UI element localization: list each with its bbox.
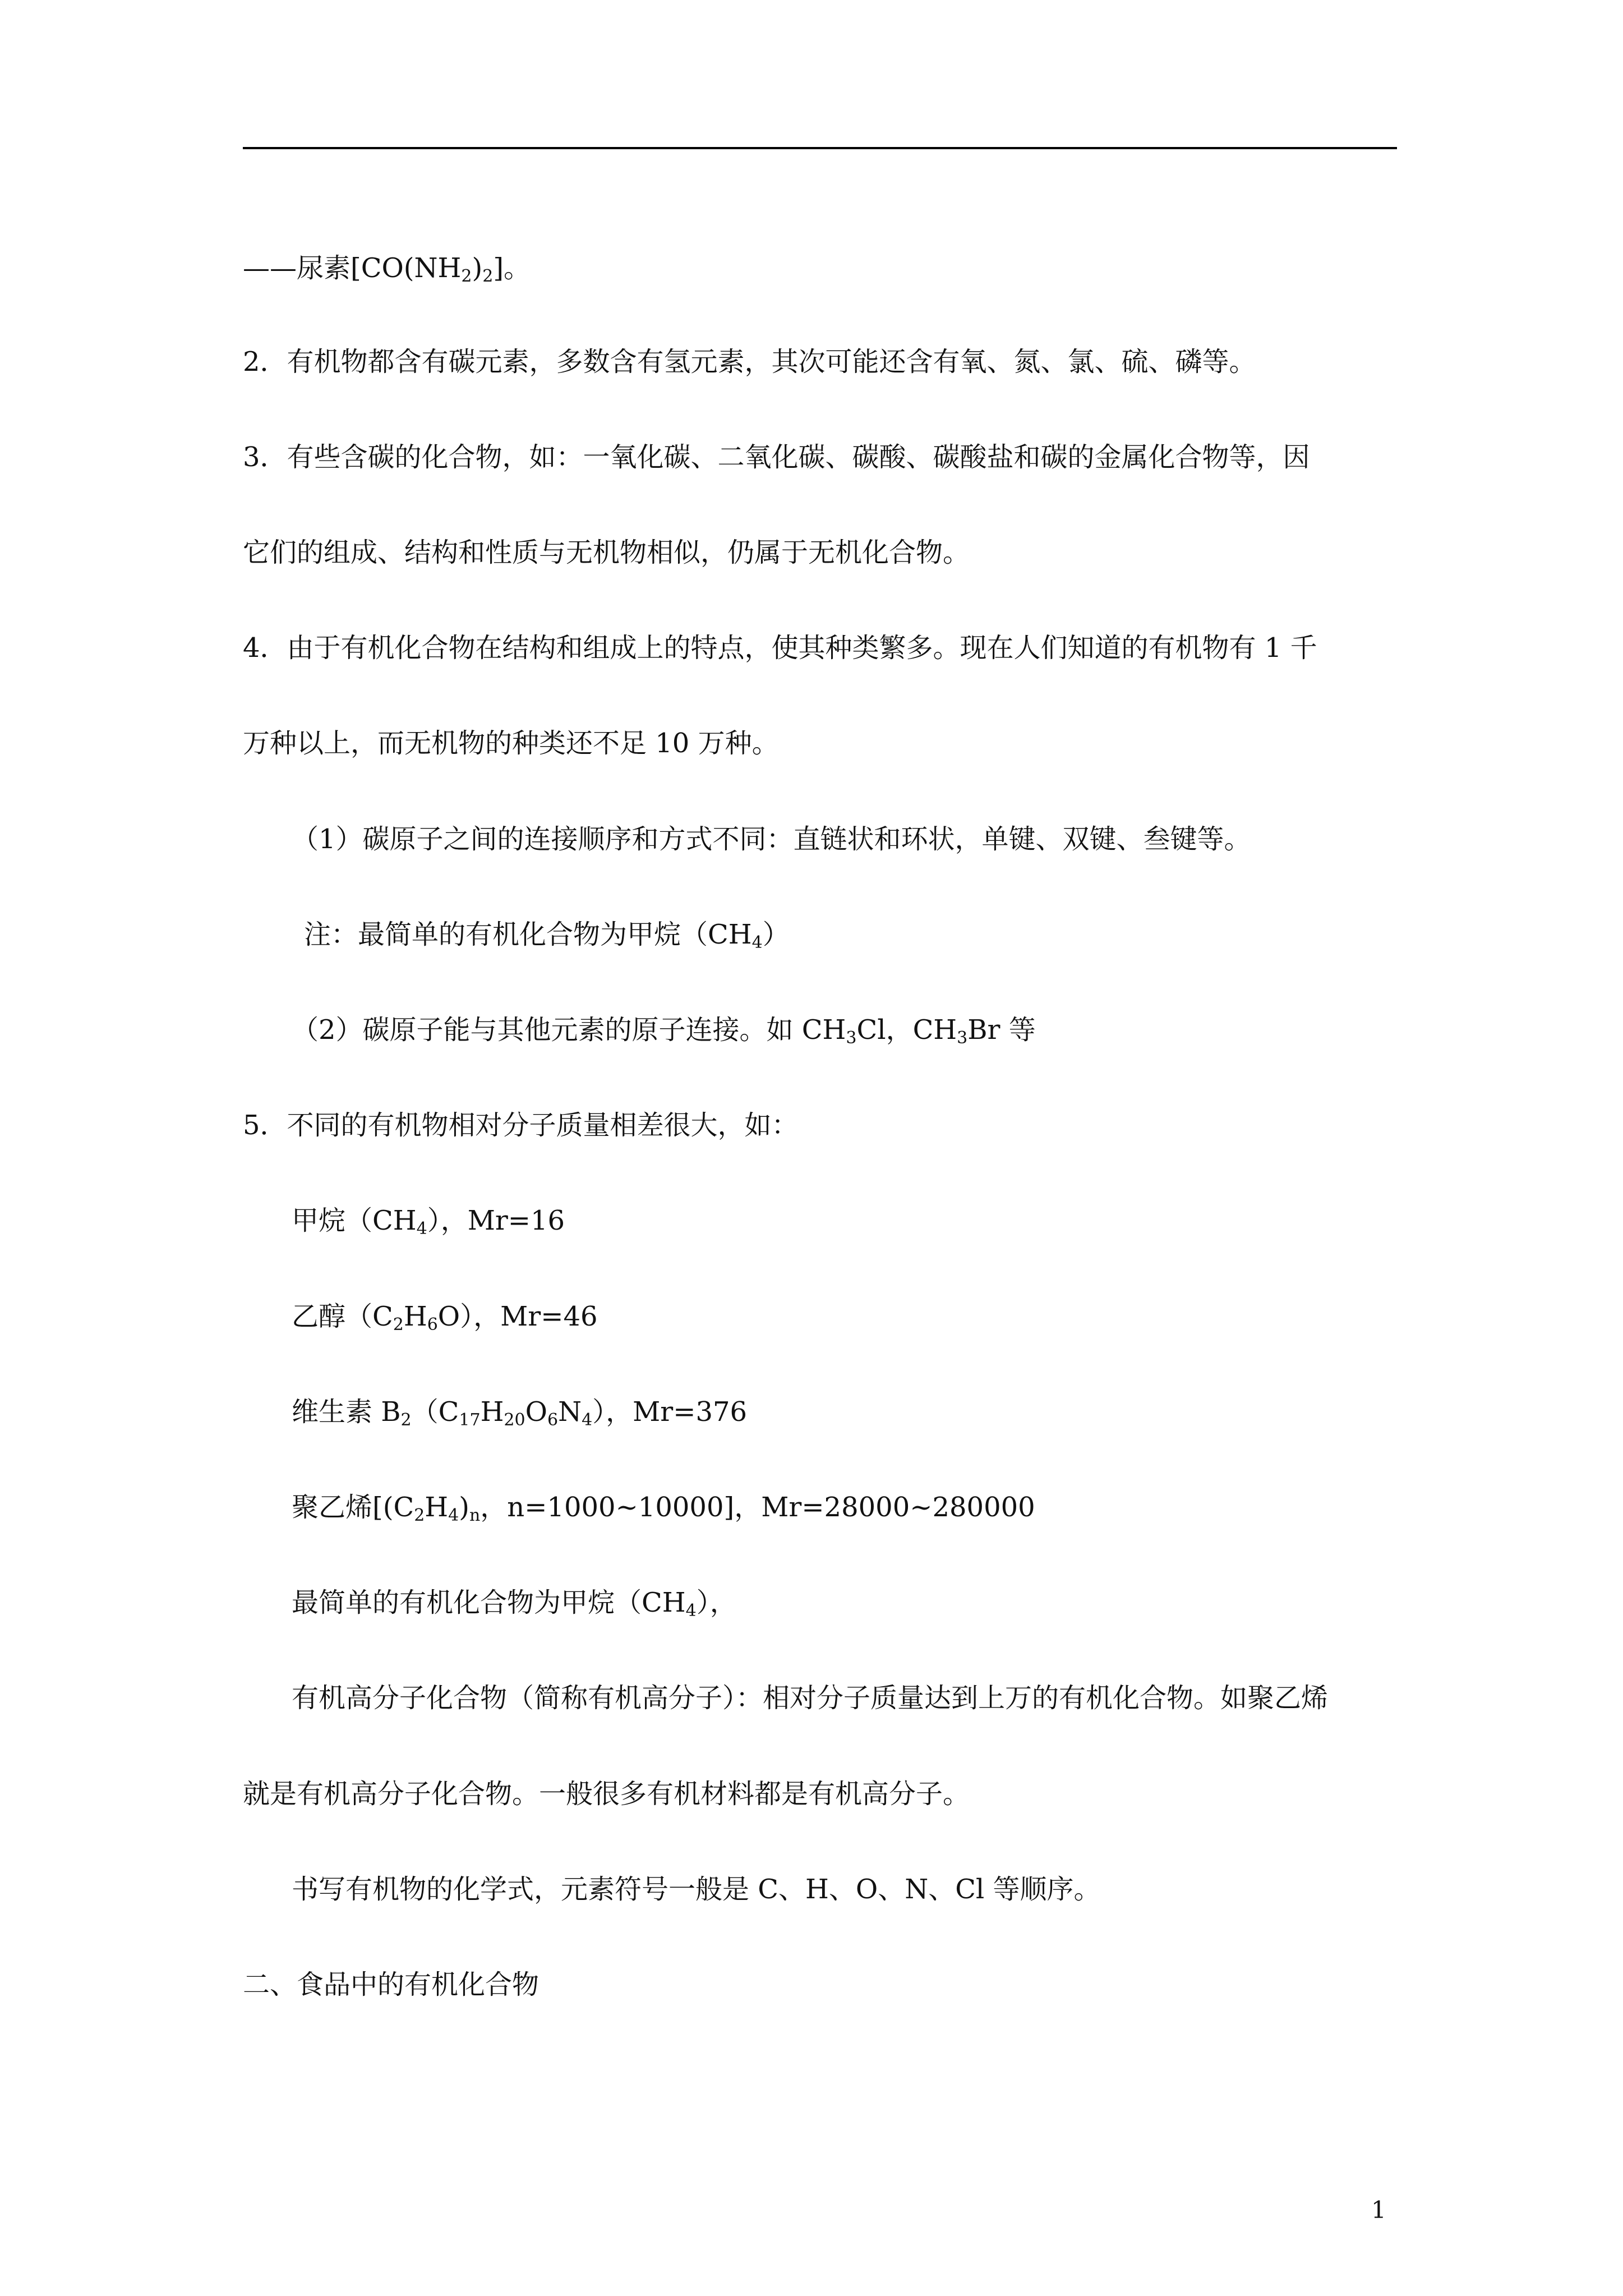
text-line-point-4: 4．由于有机化合物在结构和组成上的特点，使其种类繁多。现在人们知道的有机物有 1 千 [243,632,1317,664]
text-line-sub-2: （2）碳原子能与其他元素的原子连接。如 $CH_3Cl$，$CH_3Br$ 等 [292,1014,1036,1048]
text-line-simplest: 最简单的有机化合物为甲烷$(CH_4)$， [292,1587,737,1621]
text-line-point-3-cont: 它们的组成、结构和性质与无机物相似，仍属于无机化合物。 [243,537,970,568]
text-line-polymer-def-cont: 就是有机高分子化合物。一般很多有机材料都是有机高分子。 [243,1778,970,1810]
text-line-vitamin-b2: 维生素 $B_2(C_{17}H_{20}O_6N_4)$，Mr=376 [292,1396,748,1430]
text-line-polymer-def: 有机高分子化合物（简称有机高分子）：相对分子质量达到上万的有机化合物。如聚乙烯 [292,1682,1329,1714]
section-heading: 二、食品中的有机化合物 [243,1969,540,2000]
text-line-point-5: 5．不同的有机物相对分子质量相差很大，如： [243,1110,799,1141]
text-line-ethanol: 乙醇$(C_2H_6O)$，Mr=46 [292,1301,598,1335]
header-rule [243,147,1397,149]
text-line-point-2: 2．有机物都含有碳元素，多数含有氢元素，其次可能还含有氧、氮、氯、硫、磷等。 [243,346,1256,378]
text-line-urea: ——尿素$[CO(NH_2)_2]$。 [243,252,531,286]
text-line-note: 注：最简单的有机化合物为甲烷$(CH_4)$ [304,919,790,953]
text-line-formula-order: 书写有机物的化学式，元素符号一般是 C、H、O、N、Cl 等顺序。 [292,1874,1101,1905]
text-line-sub-1: （1）碳原子之间的连接顺序和方式不同：直链状和环状，单键、双键、叁键等。 [292,823,1251,855]
text-line-point-4-cont: 万种以上，而无机物的种类还不足 10 万种。 [243,728,779,759]
text-line-polyethylene: 聚乙烯[$(C_2H_4)_n$，n=1000~10000]，Mr=28000~280000 [292,1492,1035,1525]
page-number: 1 [1371,2196,1386,2224]
text-line-methane: 甲烷$(CH_4)$，Mr=16 [292,1205,565,1239]
text-line-point-3: 3．有些含碳的化合物，如：一氧化碳、二氧化碳、碳酸、碳酸盐和碳的金属化合物等，因 [243,441,1310,473]
